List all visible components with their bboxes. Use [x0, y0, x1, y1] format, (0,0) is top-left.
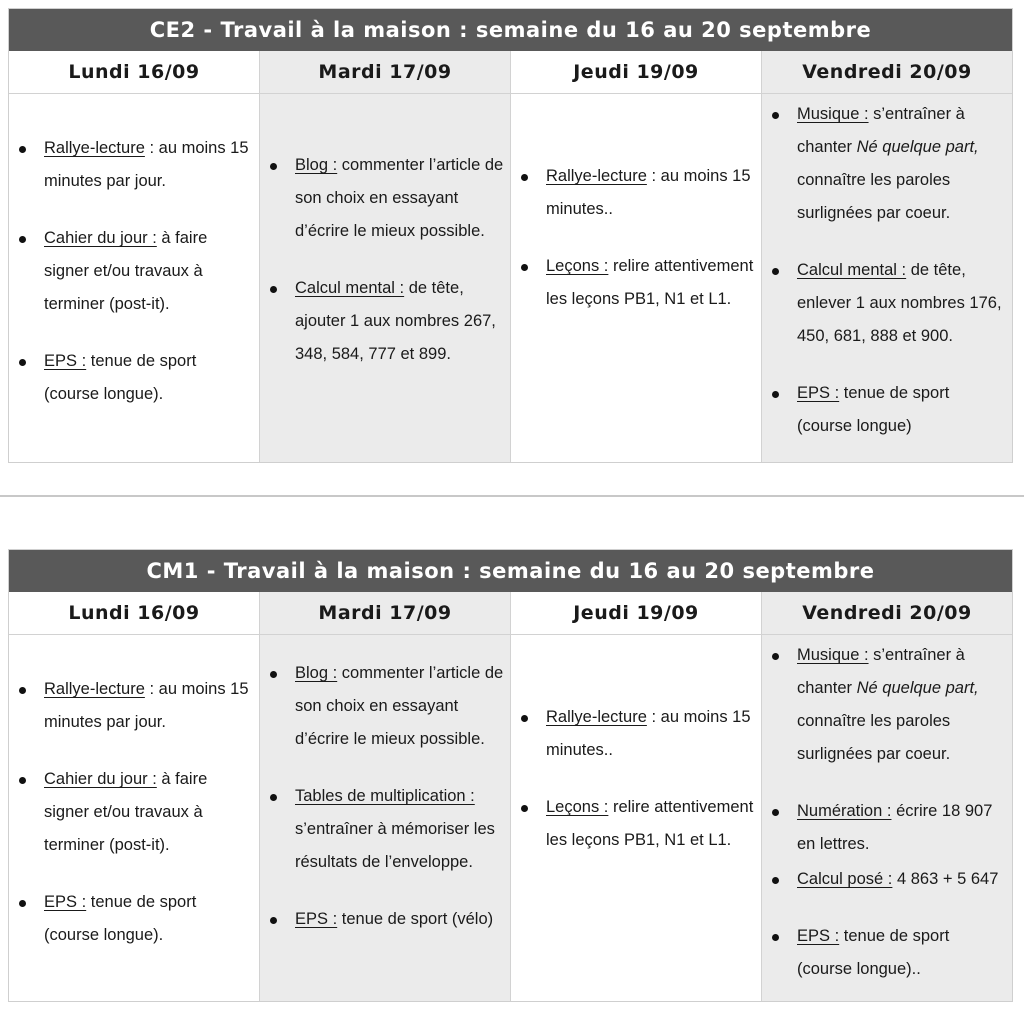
task-label: Leçons :: [546, 798, 609, 816]
song-title: Né quelque part,: [856, 679, 979, 697]
task-item: [9, 222, 259, 321]
task-text: relire attentivement les leçons PB1, N1 et L1.: [546, 798, 754, 849]
task-label: Rallye-lecture: [44, 139, 145, 157]
task-item: [260, 272, 510, 371]
task-item: [762, 795, 1012, 861]
day-header-jeudi: Jeudi 19/09: [511, 51, 762, 94]
task-label: Calcul mental :: [295, 279, 405, 297]
cm1-jeudi-column: [511, 635, 762, 1001]
task-text: au moins 15 minutes par jour.: [44, 139, 249, 190]
task-text: s’entraîner à mémoriser les résultats de l’enveloppe.: [295, 820, 495, 871]
task-text: au moins 15 minutes..: [546, 167, 751, 218]
task-list: [762, 98, 1012, 443]
task-list: [260, 149, 510, 371]
task-text: au moins 15 minutes..: [546, 708, 751, 759]
task-text: connaître les paroles surlignées par coeur.: [797, 712, 951, 763]
task-item: [762, 920, 1012, 986]
cm1-vendredi-column: [762, 635, 1012, 1001]
task-item: Rallye-lecture : au moins 15 minutes..: [511, 701, 761, 767]
cm1-lundi-column: [9, 635, 260, 1001]
task-label: EPS :: [797, 927, 840, 945]
task-text: connaître les paroles surlignées par coeur.: [797, 171, 951, 222]
task-item: [260, 903, 510, 936]
task-text: commenter l’article de son choix en essayant d’écrire le mieux possible.: [295, 664, 504, 748]
task-label: Blog :: [295, 664, 338, 682]
task-list: [9, 673, 259, 952]
day-header-lundi: Lundi 16/09: [9, 592, 260, 635]
task-text: tenue de sport (course longue)..: [797, 927, 950, 978]
day-header-mardi: Mardi 17/09: [260, 51, 511, 94]
task-text: s’entraîner à chanter: [797, 646, 965, 697]
song-title: Né quelque part,: [856, 138, 979, 156]
task-item: [9, 345, 259, 411]
task-item: [762, 98, 1012, 230]
task-text: tenue de sport (course longue).: [44, 893, 197, 944]
task-label: Rallye-lecture: [44, 680, 145, 698]
task-text: relire attentivement les leçons PB1, N1 et L1.: [546, 257, 754, 308]
task-item: [762, 377, 1012, 443]
task-label: Rallye-lecture: [546, 708, 647, 726]
task-text: de tête, ajouter 1 aux nombres 267, 348, 584, 777 et 899.: [295, 279, 496, 363]
day-header-mardi: Mardi 17/09: [260, 592, 511, 635]
task-item: [762, 863, 1012, 896]
day-header-jeudi: Jeudi 19/09: [511, 592, 762, 635]
cm1-mardi-column: [260, 635, 511, 1001]
task-label: Musique :: [797, 105, 869, 123]
task-label: Rallye-lecture: [546, 167, 647, 185]
task-item: [762, 639, 1012, 771]
task-item: [762, 254, 1012, 353]
task-text: s’entraîner à chanter: [797, 105, 965, 156]
task-list: [762, 639, 1012, 986]
day-header-lundi: Lundi 16/09: [9, 51, 260, 94]
task-label: Tables de multiplication :: [295, 787, 475, 805]
task-text: tenue de sport (course longue): [797, 384, 950, 435]
task-label: Numération :: [797, 802, 892, 820]
task-text: commenter l’article de son choix en essayant d’écrire le mieux possible.: [295, 156, 504, 240]
ce2-title: CE2 - Travail à la maison : semaine du 16 au 20 septembre: [9, 9, 1012, 51]
task-label: EPS :: [44, 893, 87, 911]
task-label: Calcul posé :: [797, 870, 893, 888]
task-list: [9, 132, 259, 411]
task-text: au moins 15 minutes par jour.: [44, 680, 249, 731]
task-item: [260, 149, 510, 248]
task-item: [9, 886, 259, 952]
task-label: Calcul mental :: [797, 261, 907, 279]
task-item: [9, 763, 259, 862]
task-item: Rallye-lecture : au moins 15 minutes par jour.: [9, 673, 259, 739]
ce2-mardi-column: [260, 94, 511, 462]
ce2-jeudi-column: [511, 94, 762, 462]
cm1-homework-table: [8, 549, 1013, 1002]
task-list: [511, 160, 761, 316]
task-label: EPS :: [295, 910, 338, 928]
task-text: tenue de sport (vélo): [341, 910, 494, 928]
day-header-vendredi: Vendredi 20/09: [762, 592, 1012, 635]
task-label: EPS :: [44, 352, 87, 370]
task-list: [511, 701, 761, 857]
ce2-lundi-column: [9, 94, 260, 462]
section-divider: [0, 495, 1024, 497]
task-item: [260, 780, 510, 879]
ce2-homework-table: [8, 8, 1013, 463]
ce2-vendredi-column: [762, 94, 1012, 462]
task-label: Cahier du jour :: [44, 229, 157, 247]
task-label: Cahier du jour :: [44, 770, 157, 788]
task-item: [260, 657, 510, 756]
task-list: [260, 657, 510, 936]
task-text: tenue de sport (course longue).: [44, 352, 197, 403]
task-item: [511, 250, 761, 316]
task-text: écrire 18 907 en lettres.: [797, 802, 993, 853]
task-label: Musique :: [797, 646, 869, 664]
task-item: Rallye-lecture : au moins 15 minutes..: [511, 160, 761, 226]
task-label: Leçons :: [546, 257, 609, 275]
cm1-title: CM1 - Travail à la maison : semaine du 16 au 20 septembre: [9, 550, 1012, 592]
task-text: à faire signer et/ou travaux à terminer (post-it).: [44, 229, 208, 313]
task-label: Blog :: [295, 156, 338, 174]
task-item: [511, 791, 761, 857]
task-text: à faire signer et/ou travaux à terminer (post-it).: [44, 770, 208, 854]
day-header-vendredi: Vendredi 20/09: [762, 51, 1012, 94]
task-item: Rallye-lecture : au moins 15 minutes par jour.: [9, 132, 259, 198]
task-label: EPS :: [797, 384, 840, 402]
task-text: 4 863 + 5 647: [896, 870, 999, 888]
task-text: de tête, enlever 1 aux nombres 176, 450, 681, 888 et 900.: [797, 261, 1002, 345]
